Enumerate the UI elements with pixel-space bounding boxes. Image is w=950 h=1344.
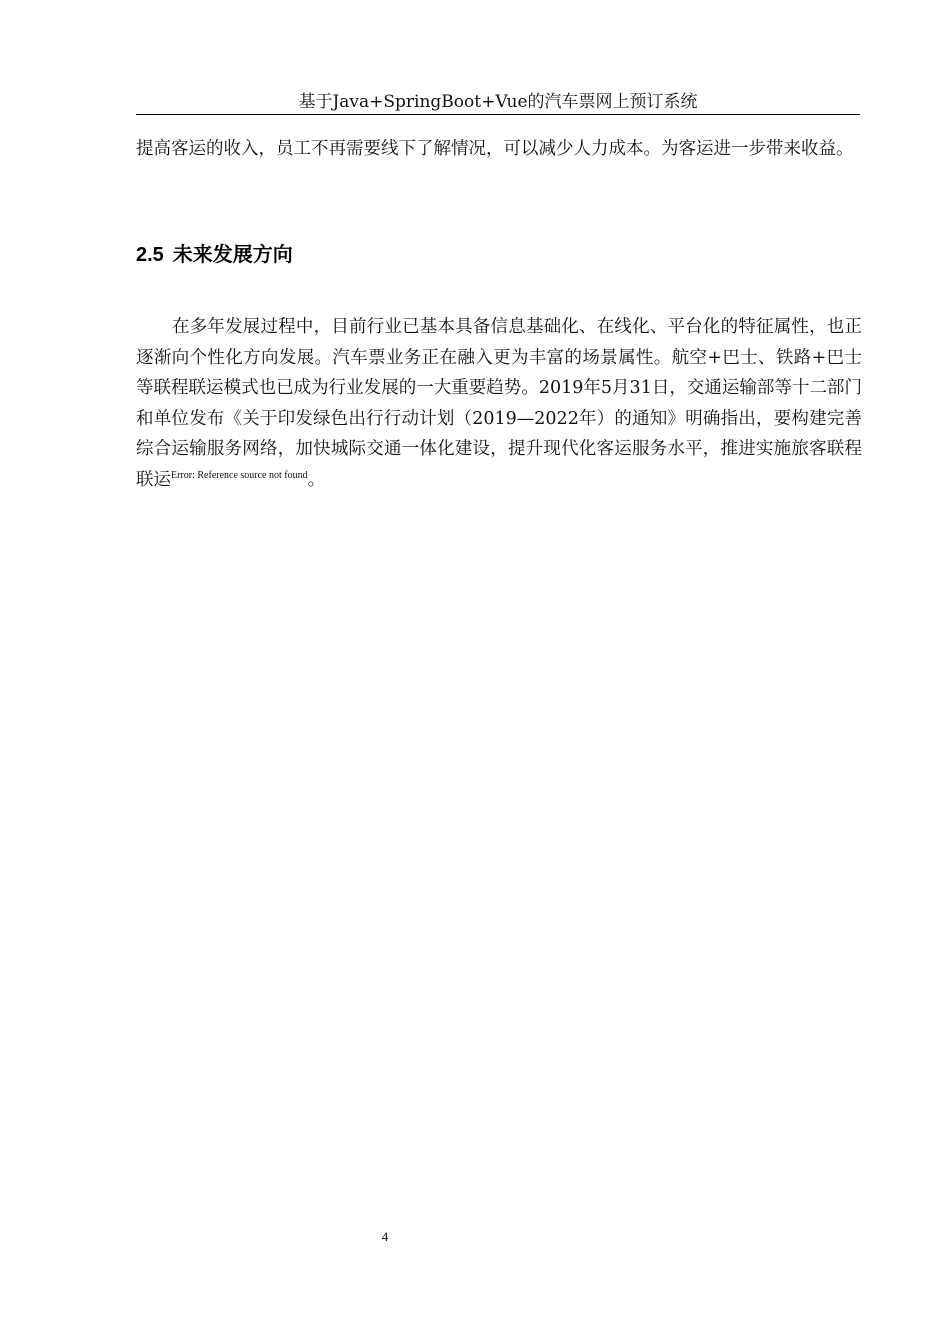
page-number: 4 xyxy=(381,1229,389,1244)
paragraph-end-punctuation: 。 xyxy=(307,469,326,490)
future-direction-paragraph xyxy=(136,312,862,495)
header-rule xyxy=(136,114,860,115)
running-header: 基于Java+SpringBoot+Vue的汽车票网上预订系统 xyxy=(298,92,698,112)
future-direction-text: 在多年发展过程中，目前行业已基本具备信息基础化、在线化、平台化的特征属性，也正逐渐向个性化方向发展。汽车票业务正在融入更为丰富的场景属性。航空+巴士、铁路+巴士等联程联运模式也已成为行业发展的一大重要趋势。2019年5月31日，交通运输部等十二部门和单位发布《关于印发绿色出行行动计划（2019—2022年）的通知》明确指出，要构建完善综合运输服务网络，加快城际交通一体化建设，提升现代化客运服务水平，推进实施旅客联程联运 xyxy=(136,317,862,490)
reference-error-marker: Error: Reference source not found xyxy=(171,469,308,481)
continuation-paragraph: 提高客运的收入，员工不再需要线下了解情况，可以减少人力成本。为客运进一步带来收益。 xyxy=(136,139,854,159)
section-number: 2.5 xyxy=(136,244,164,266)
section-title: 未来发展方向 xyxy=(172,242,293,266)
section-heading xyxy=(136,239,293,270)
